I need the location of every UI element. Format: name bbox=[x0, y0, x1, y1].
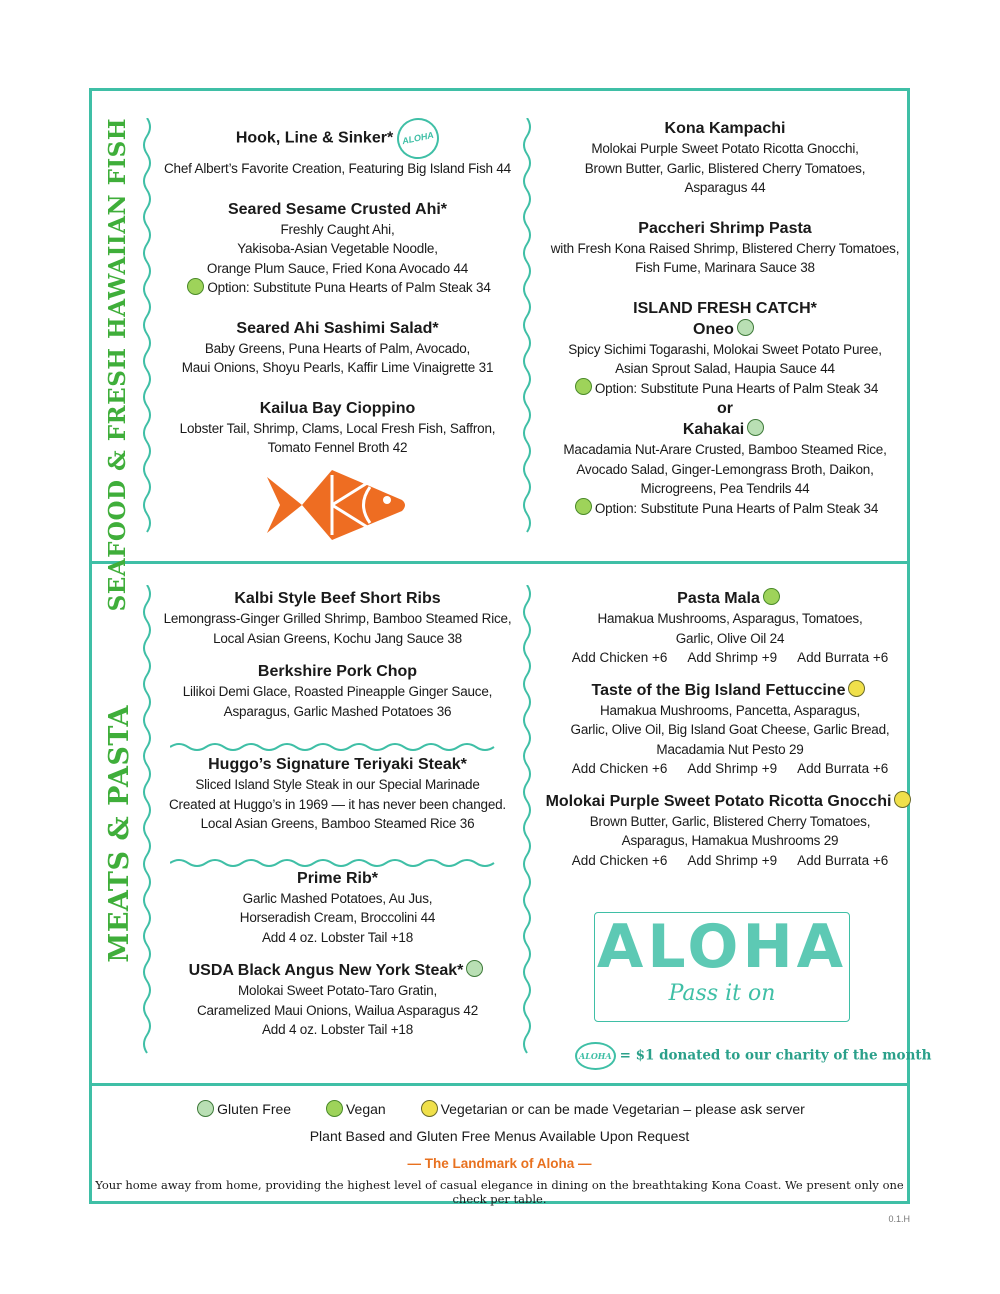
legend-vegetarian: Vegetarian or can be made Vegetarian – please ask server bbox=[440, 1101, 805, 1117]
item-desc: Garlic, Olive Oil, Big Island Goat Cheese, Garlic Bread, bbox=[570, 722, 890, 737]
item-desc: Brown Butter, Garlic, Blistered Cherry Tomatoes, bbox=[584, 160, 866, 176]
item-title: Kona Kampachi bbox=[664, 120, 786, 137]
item-desc: Lemongrass-Ginger Grilled Shrimp, Bamboo Steamed Rice, bbox=[163, 611, 512, 626]
menu-item bbox=[160, 199, 515, 298]
addons-row bbox=[545, 759, 915, 779]
meats-left-column bbox=[160, 588, 515, 1060]
menu-item bbox=[545, 118, 905, 198]
item-title: Taste of the Big Island Fettuccine bbox=[591, 681, 846, 699]
item-desc: Tomato Fennel Broth 42 bbox=[267, 440, 408, 455]
item-desc: Freshly Caught Ahi, bbox=[280, 221, 395, 237]
item-title: Kalbi Style Beef Short Ribs bbox=[234, 590, 441, 607]
item-or: or bbox=[717, 400, 733, 417]
menu-item bbox=[160, 398, 515, 458]
menu-item bbox=[545, 298, 905, 519]
item-desc: Add 4 oz. Lobster Tail +18 bbox=[261, 929, 414, 945]
vegan-icon bbox=[187, 278, 204, 295]
menu-item bbox=[160, 960, 515, 1040]
item-title: Prime Rib* bbox=[297, 869, 378, 887]
addon-shrimp: Add Shrimp +9 bbox=[687, 650, 778, 665]
item-title: Paccheri Shrimp Pasta bbox=[638, 219, 812, 237]
landmark-tagline: Your home away from home, providing the highest level of casual elegance in dining on the breathtaking Kona Coast. We present only one check per table. bbox=[95, 1178, 904, 1206]
item-desc: Local Asian Greens, Bamboo Steamed Rice 36 bbox=[200, 816, 475, 831]
item-desc: Created at Huggo’s in 1969 — it has never been changed. bbox=[169, 796, 506, 812]
meats-right-column bbox=[545, 588, 915, 890]
menu-item bbox=[160, 868, 515, 948]
addon-burrata: Add Burrata +6 bbox=[797, 852, 889, 868]
item-title: Berkshire Pork Chop bbox=[257, 663, 418, 680]
aloha-badge-icon: ALOHA bbox=[393, 114, 443, 163]
footer-divider bbox=[89, 1083, 910, 1086]
item-desc: Horseradish Cream, Broccolini 44 bbox=[239, 910, 436, 925]
legend bbox=[92, 1101, 907, 1119]
wavy-divider-center-bottom bbox=[520, 585, 534, 1060]
aloha-pass-it-on-logo bbox=[594, 912, 850, 1022]
wavy-divider-center-top bbox=[520, 118, 534, 538]
item-desc: Maui Onions, Shoyu Pearls, Kaffir Lime Vinaigrette 31 bbox=[181, 360, 494, 375]
item-title: Molokai Purple Sweet Potato Ricotta Gnocchi bbox=[545, 792, 892, 810]
vegetarian-icon bbox=[894, 791, 911, 808]
item-title: Huggo’s Signature Teriyaki Steak* bbox=[208, 756, 467, 773]
vegan-icon bbox=[326, 1100, 343, 1117]
addon-burrata: Add Burrata +6 bbox=[797, 650, 889, 665]
item-title: Seared Ahi Sashimi Salad* bbox=[236, 319, 439, 337]
item-desc: Asparagus 44 bbox=[684, 180, 766, 195]
item-desc: Lobster Tail, Shrimp, Clams, Local Fresh Fish, Saffron, bbox=[179, 420, 496, 436]
donation-text: = $1 donated to our charity of the month bbox=[619, 1047, 932, 1064]
menu-item bbox=[545, 218, 905, 278]
item-desc: Hamakua Mushrooms, Asparagus, Tomatoes, bbox=[597, 611, 863, 626]
gluten-free-icon bbox=[737, 319, 754, 336]
legend-gluten-free: Gluten Free bbox=[217, 1101, 292, 1117]
vegetarian-icon bbox=[848, 680, 865, 697]
item-desc: Spicy Sichimi Togarashi, Molokai Sweet Potato Puree, bbox=[568, 341, 882, 357]
item-desc: Asian Sprout Salad, Haupia Sauce 44 bbox=[615, 361, 835, 376]
addons-row bbox=[545, 648, 915, 668]
item-desc: Asparagus, Garlic Mashed Potatoes 36 bbox=[223, 703, 452, 719]
item-desc: Molokai Purple Sweet Potato Ricotta Gnocchi, bbox=[591, 141, 859, 156]
menu-item bbox=[545, 680, 915, 779]
item-desc: Molokai Sweet Potato-Taro Gratin, bbox=[238, 983, 437, 998]
item-desc: Caramelized Maui Onions, Wailua Asparagus 42 bbox=[196, 1002, 479, 1018]
item-desc: Garlic Mashed Potatoes, Au Jus, bbox=[242, 890, 433, 906]
item-title: Kailua Bay Cioppino bbox=[259, 399, 416, 417]
item-desc: Avocado Salad, Ginger-Lemongrass Broth, Daikon, bbox=[576, 461, 874, 477]
item-desc: Macadamia Nut Pesto 29 bbox=[656, 741, 804, 757]
wavy-divider-left-bottom bbox=[140, 585, 154, 1060]
menu-item bbox=[160, 588, 515, 648]
item-desc: Asparagus, Hamakua Mushrooms 29 bbox=[621, 833, 839, 848]
item-desc: with Fresh Kona Raised Shrimp, Blistered Cherry Tomatoes, bbox=[550, 240, 900, 256]
item-option: Option: Substitute Puna Hearts of Palm Steak 34 bbox=[594, 500, 879, 516]
gluten-free-icon bbox=[466, 960, 483, 977]
item-desc: Hamakua Mushrooms, Pancetta, Asparagus, bbox=[599, 702, 861, 718]
item-title: Pasta Mala bbox=[677, 590, 760, 607]
item-desc: Orange Plum Sauce, Fried Kona Avocado 44 bbox=[206, 260, 469, 276]
legend-vegan: Vegan bbox=[345, 1101, 386, 1117]
section-divider bbox=[89, 561, 910, 564]
item-desc: Macadamia Nut-Arare Crusted, Bamboo Steamed Rice, bbox=[563, 442, 887, 457]
addon-chicken: Add Chicken +6 bbox=[571, 761, 668, 776]
item-desc: Yakisoba-Asian Vegetable Noodle, bbox=[237, 241, 438, 256]
addon-chicken: Add Chicken +6 bbox=[571, 650, 668, 665]
seafood-section-title: SEAFOOD & FRESH HAWAIIAN FISH bbox=[104, 118, 131, 612]
addon-shrimp: Add Shrimp +9 bbox=[687, 761, 778, 776]
pass-it-on-text: Pass it on bbox=[668, 981, 776, 1006]
vegetarian-icon bbox=[421, 1100, 438, 1117]
menu-code: 0.1.H bbox=[888, 1214, 910, 1224]
gluten-free-icon bbox=[197, 1100, 214, 1117]
vegan-icon bbox=[763, 588, 780, 605]
request-note: Plant Based and Gluten Free Menus Available Upon Request bbox=[309, 1128, 690, 1144]
vegan-icon bbox=[575, 498, 592, 515]
item-desc: Baby Greens, Puna Hearts of Palm, Avocado, bbox=[204, 340, 471, 356]
item-desc: Fish Fume, Marinara Sauce 38 bbox=[635, 260, 815, 275]
donation-note bbox=[571, 1042, 931, 1070]
addon-shrimp: Add Shrimp +9 bbox=[687, 852, 778, 868]
menu-item bbox=[160, 661, 515, 721]
item-desc: Lilikoi Demi Glace, Roasted Pineapple Ginger Sauce, bbox=[182, 684, 493, 699]
fish-icon bbox=[262, 465, 412, 545]
vegan-icon bbox=[575, 378, 592, 395]
landmark-tagline-title: — The Landmark of Aloha — bbox=[407, 1156, 592, 1171]
menu-item bbox=[160, 318, 515, 378]
item-title: USDA Black Angus New York Steak* bbox=[188, 962, 464, 979]
item-desc: Add 4 oz. Lobster Tail +18 bbox=[261, 1022, 414, 1037]
item-option: Option: Substitute Puna Hearts of Palm Steak 34 bbox=[594, 380, 879, 396]
item-desc: Sliced Island Style Steak in our Special Marinade bbox=[195, 777, 480, 792]
menu-item bbox=[545, 791, 915, 871]
menu-item bbox=[545, 588, 915, 668]
item-desc: Brown Butter, Garlic, Blistered Cherry Tomatoes, bbox=[589, 813, 871, 829]
item-subtitle: Kahakai bbox=[682, 421, 745, 438]
meats-section-title: MEATS & PASTA bbox=[104, 705, 135, 963]
wavy-divider-left-top bbox=[140, 118, 154, 538]
seafood-right-column bbox=[545, 118, 905, 538]
aloha-logo-text: ALOHA bbox=[596, 912, 848, 982]
item-title: ISLAND FRESH CATCH* bbox=[633, 299, 817, 317]
seafood-left-column bbox=[160, 118, 515, 478]
addons-row bbox=[545, 851, 915, 871]
item-option: Option: Substitute Puna Hearts of Palm Steak 34 bbox=[207, 280, 491, 295]
menu-item bbox=[160, 754, 515, 834]
aloha-badge-icon: ALOHA bbox=[575, 1042, 616, 1070]
gluten-free-icon bbox=[747, 419, 764, 436]
addon-burrata: Add Burrata +6 bbox=[797, 761, 889, 776]
item-desc: Microgreens, Pea Tendrils 44 bbox=[640, 481, 810, 496]
addon-chicken: Add Chicken +6 bbox=[571, 852, 668, 868]
item-subtitle: Oneo bbox=[693, 320, 734, 338]
menu-item bbox=[160, 118, 515, 179]
item-desc: Garlic, Olive Oil 24 bbox=[675, 630, 785, 646]
item-title: Seared Sesame Crusted Ahi* bbox=[227, 200, 448, 218]
item-desc: Chef Albert’s Favorite Creation, Featuring Big Island Fish 44 bbox=[164, 161, 511, 176]
item-title: Hook, Line & Sinker* bbox=[235, 129, 394, 147]
item-desc: Local Asian Greens, Kochu Jang Sauce 38 bbox=[213, 630, 462, 646]
